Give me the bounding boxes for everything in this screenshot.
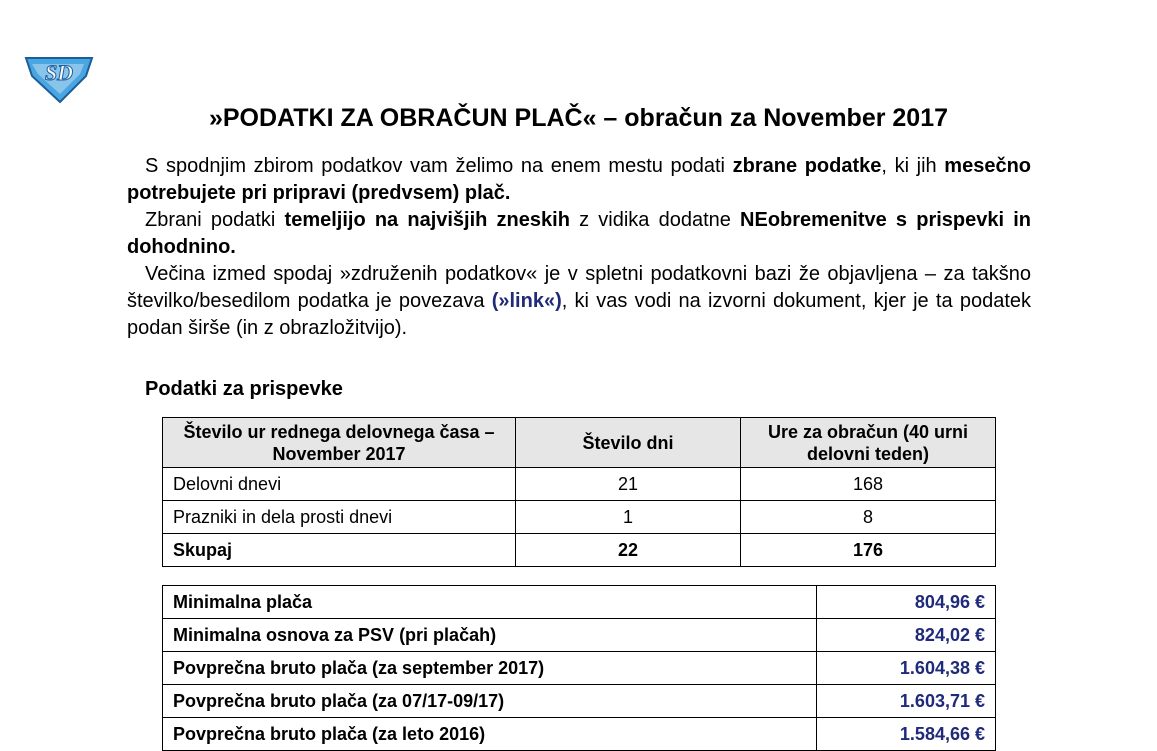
cell-label: Minimalna osnova za PSV (pri plačah) xyxy=(163,619,817,652)
cell-value[interactable]: 804,96 € xyxy=(817,586,996,619)
cell: Skupaj xyxy=(163,534,516,567)
table-header-row xyxy=(163,418,996,468)
page-title: »PODATKI ZA OBRAČUN PLAČ« – obračun za November 2017 xyxy=(208,104,949,132)
table-row xyxy=(163,718,996,751)
cell-label: Povprečna bruto plača (za leto 2016) xyxy=(163,718,817,751)
cell: 8 xyxy=(741,501,996,534)
table-row xyxy=(163,685,996,718)
intro-paragraph-1: S spodnjim zbirom podatkov vam želimo na enem mestu podati zbrane podatke, ki jih mesečno potrebujete pri pripravi (predvsem) plač. xyxy=(127,155,1032,204)
cell-label: Povprečna bruto plača (za 07/17-09/17) xyxy=(163,685,817,718)
table-row xyxy=(163,468,996,501)
cell: 168 xyxy=(741,468,996,501)
table-row-total xyxy=(163,534,996,567)
cell: 21 xyxy=(516,468,741,501)
cell: 22 xyxy=(516,534,741,567)
column-header: Število dni xyxy=(516,418,741,468)
cell-label: Povprečna bruto plača (za september 2017) xyxy=(163,652,817,685)
table-row xyxy=(163,586,996,619)
cell: 1 xyxy=(516,501,741,534)
column-header: Število ur rednega delovnega časa – November 2017 xyxy=(163,418,516,468)
svg-text:SD: SD xyxy=(44,60,74,85)
link-text[interactable]: (»link«) xyxy=(491,290,562,312)
section-title: Podatki za prispevke xyxy=(145,378,343,400)
intro-paragraph-2: Zbrani podatki temeljijo na najvišjih zneskih z vidika dodatne NEobremenitve s prispevki in dohodnino. xyxy=(127,209,1031,258)
cell-value[interactable]: 1.584,66 € xyxy=(817,718,996,751)
intro-paragraph-3: Večina izmed spodaj »združenih podatkov« je v spletni podatkovni bazi že objavljena – za takšno številko/besedilom podatka je povezava (»link«), ki vas vodi na izvorni dokument, kjer je ta podatek podan širše (in z obrazložitvijo). xyxy=(127,263,1031,339)
cell: 176 xyxy=(741,534,996,567)
cell-value[interactable]: 1.603,71 € xyxy=(817,685,996,718)
cell-value[interactable]: 824,02 € xyxy=(817,619,996,652)
column-header: Ure za obračun (40 urni delovni teden) xyxy=(741,418,996,468)
cell: Prazniki in dela prosti dnevi xyxy=(163,501,516,534)
cell: Delovni dnevi xyxy=(163,468,516,501)
table-row xyxy=(163,501,996,534)
cell-label: Minimalna plača xyxy=(163,586,817,619)
table-row xyxy=(163,619,996,652)
hours-table xyxy=(162,417,996,567)
cell-value[interactable]: 1.604,38 € xyxy=(817,652,996,685)
table-row xyxy=(163,652,996,685)
intro-text xyxy=(127,153,1031,342)
company-logo xyxy=(22,50,96,104)
wage-table xyxy=(162,585,996,751)
